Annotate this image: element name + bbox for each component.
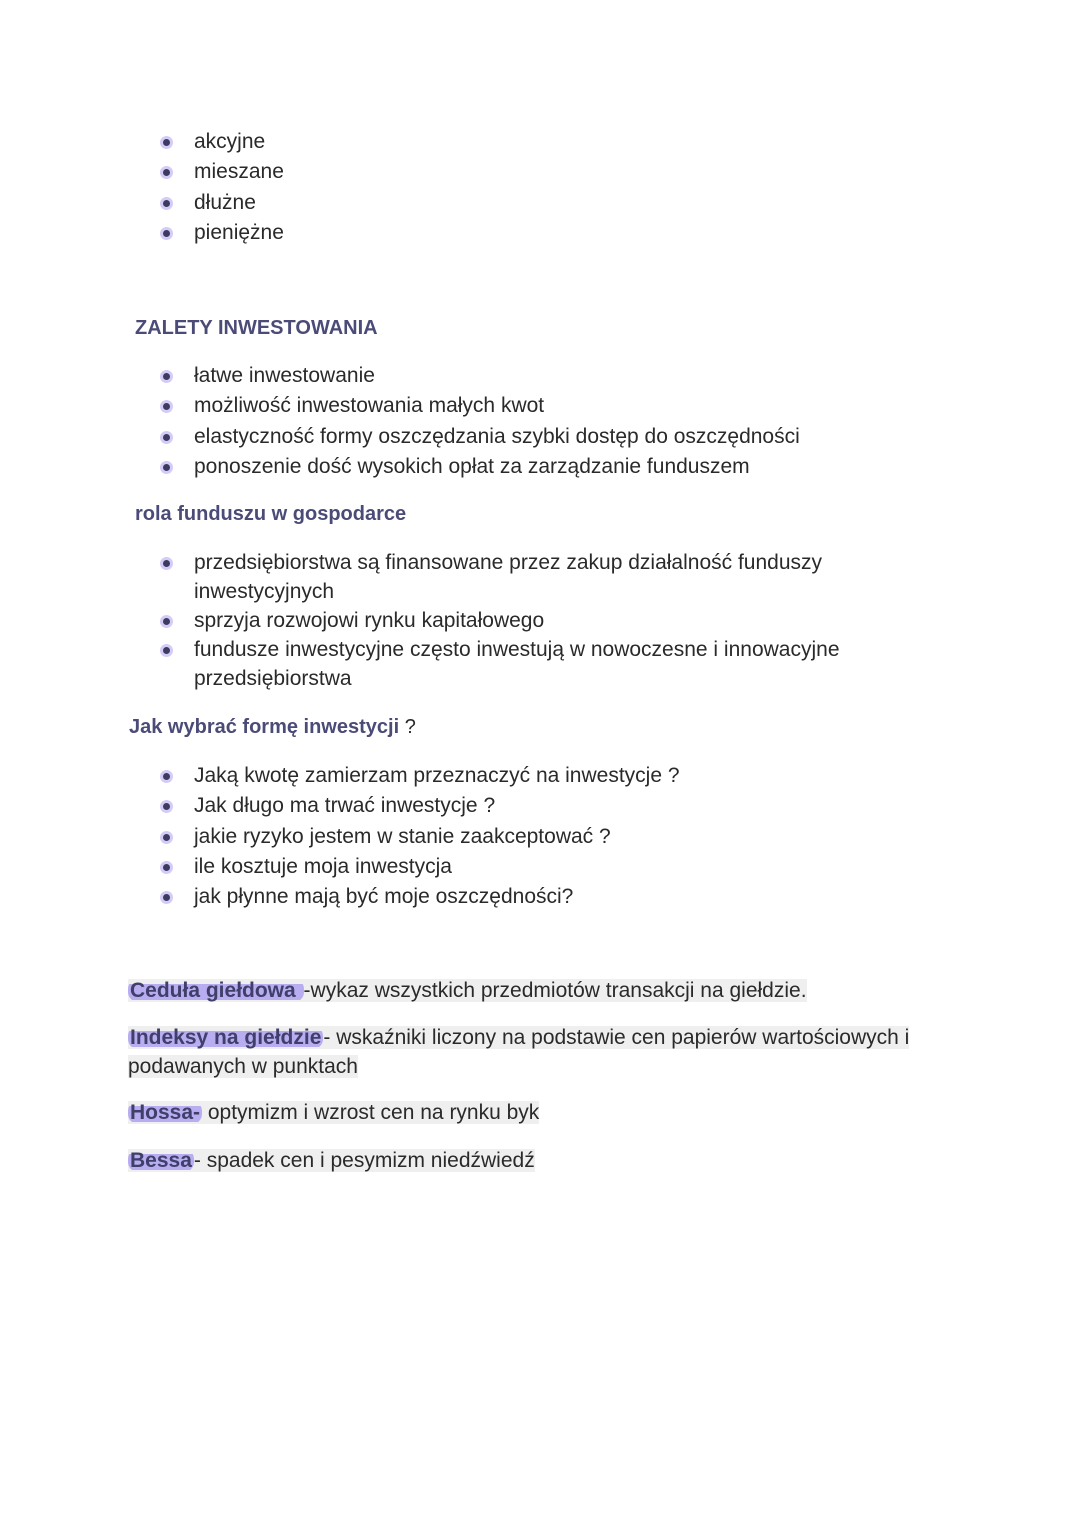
list-item: pieniężne xyxy=(156,218,284,248)
definition-text: optymizm i wzrost cen na rynku byk xyxy=(202,1101,540,1124)
list-item: sprzyja rozwojowi rynku kapitałowego xyxy=(156,606,894,635)
list-item: elastyczność formy oszczędzania szybki dostęp do oszczędności xyxy=(156,422,800,452)
bullet-icon xyxy=(160,831,173,844)
definition-bessa xyxy=(128,1146,948,1175)
definition-text: -wykaz wszystkich przedmiotów transakcji na giełdzie. xyxy=(303,979,807,1002)
list-item: fundusze inwestycyjne często inwestują w nowoczesne i innowacyjne przedsiębiorstwa xyxy=(156,635,894,693)
list-item: dłużne xyxy=(156,188,284,218)
list-item: łatwe inwestowanie xyxy=(156,361,800,391)
definition-ceduła xyxy=(128,976,948,1005)
definition-term: Bessa xyxy=(130,1149,192,1172)
bullet-icon xyxy=(160,800,173,813)
role-list xyxy=(156,548,894,693)
bullet-icon xyxy=(160,615,173,628)
list-item: Jak długo ma trwać inwestycje ? xyxy=(156,791,680,821)
choice-list xyxy=(156,761,680,912)
list-item: ponoszenie dość wysokich opłat za zarządzanie funduszem xyxy=(156,452,800,482)
list-item: Jaką kwotę zamierzam przeznaczyć na inwestycje ? xyxy=(156,761,680,791)
role-heading: rola funduszu w gospodarce xyxy=(135,500,406,528)
bullet-icon xyxy=(160,861,173,874)
bullet-icon xyxy=(160,644,173,657)
bullet-icon xyxy=(160,400,173,413)
definition-term: Hossa- xyxy=(130,1101,201,1124)
list-item: akcyjne xyxy=(156,127,284,157)
list-item: mieszane xyxy=(156,157,284,187)
advantages-heading: ZALETY INWESTOWANIA xyxy=(135,314,378,342)
definition-indeksy xyxy=(128,1023,948,1081)
list-item: ile kosztuje moja inwestycja xyxy=(156,852,680,882)
definition-hossa xyxy=(128,1098,948,1127)
list-item: możliwość inwestowania małych kwot xyxy=(156,391,800,421)
definition-term: Ceduła giełdowa xyxy=(130,979,302,1002)
bullet-icon xyxy=(160,197,173,210)
fund-types-list xyxy=(156,127,284,248)
bullet-icon xyxy=(160,461,173,474)
list-item: jak płynne mają być moje oszczędności? xyxy=(156,882,680,912)
bullet-icon xyxy=(160,891,173,904)
bullet-icon xyxy=(160,557,173,570)
bullet-icon xyxy=(160,227,173,240)
bullet-icon xyxy=(160,770,173,783)
bullet-icon xyxy=(160,431,173,444)
bullet-icon xyxy=(160,136,173,149)
definition-text: - wskaźniki liczony na podstawie cen papierów wartościowych i podawanych w punktach xyxy=(128,1026,910,1078)
definition-term: Indeksy na giełdzie xyxy=(130,1026,322,1049)
choice-heading: Jak wybrać formę inwestycji ? xyxy=(129,713,416,741)
advantages-list xyxy=(156,361,800,482)
definition-text: - spadek cen i pesymizm niedźwiedź xyxy=(193,1149,535,1172)
list-item: jakie ryzyko jestem w stanie zaakceptować ? xyxy=(156,822,680,852)
bullet-icon xyxy=(160,166,173,179)
list-item: przedsiębiorstwa są finansowane przez zakup działalność funduszy inwestycyjnych xyxy=(156,548,894,606)
bullet-icon xyxy=(160,370,173,383)
